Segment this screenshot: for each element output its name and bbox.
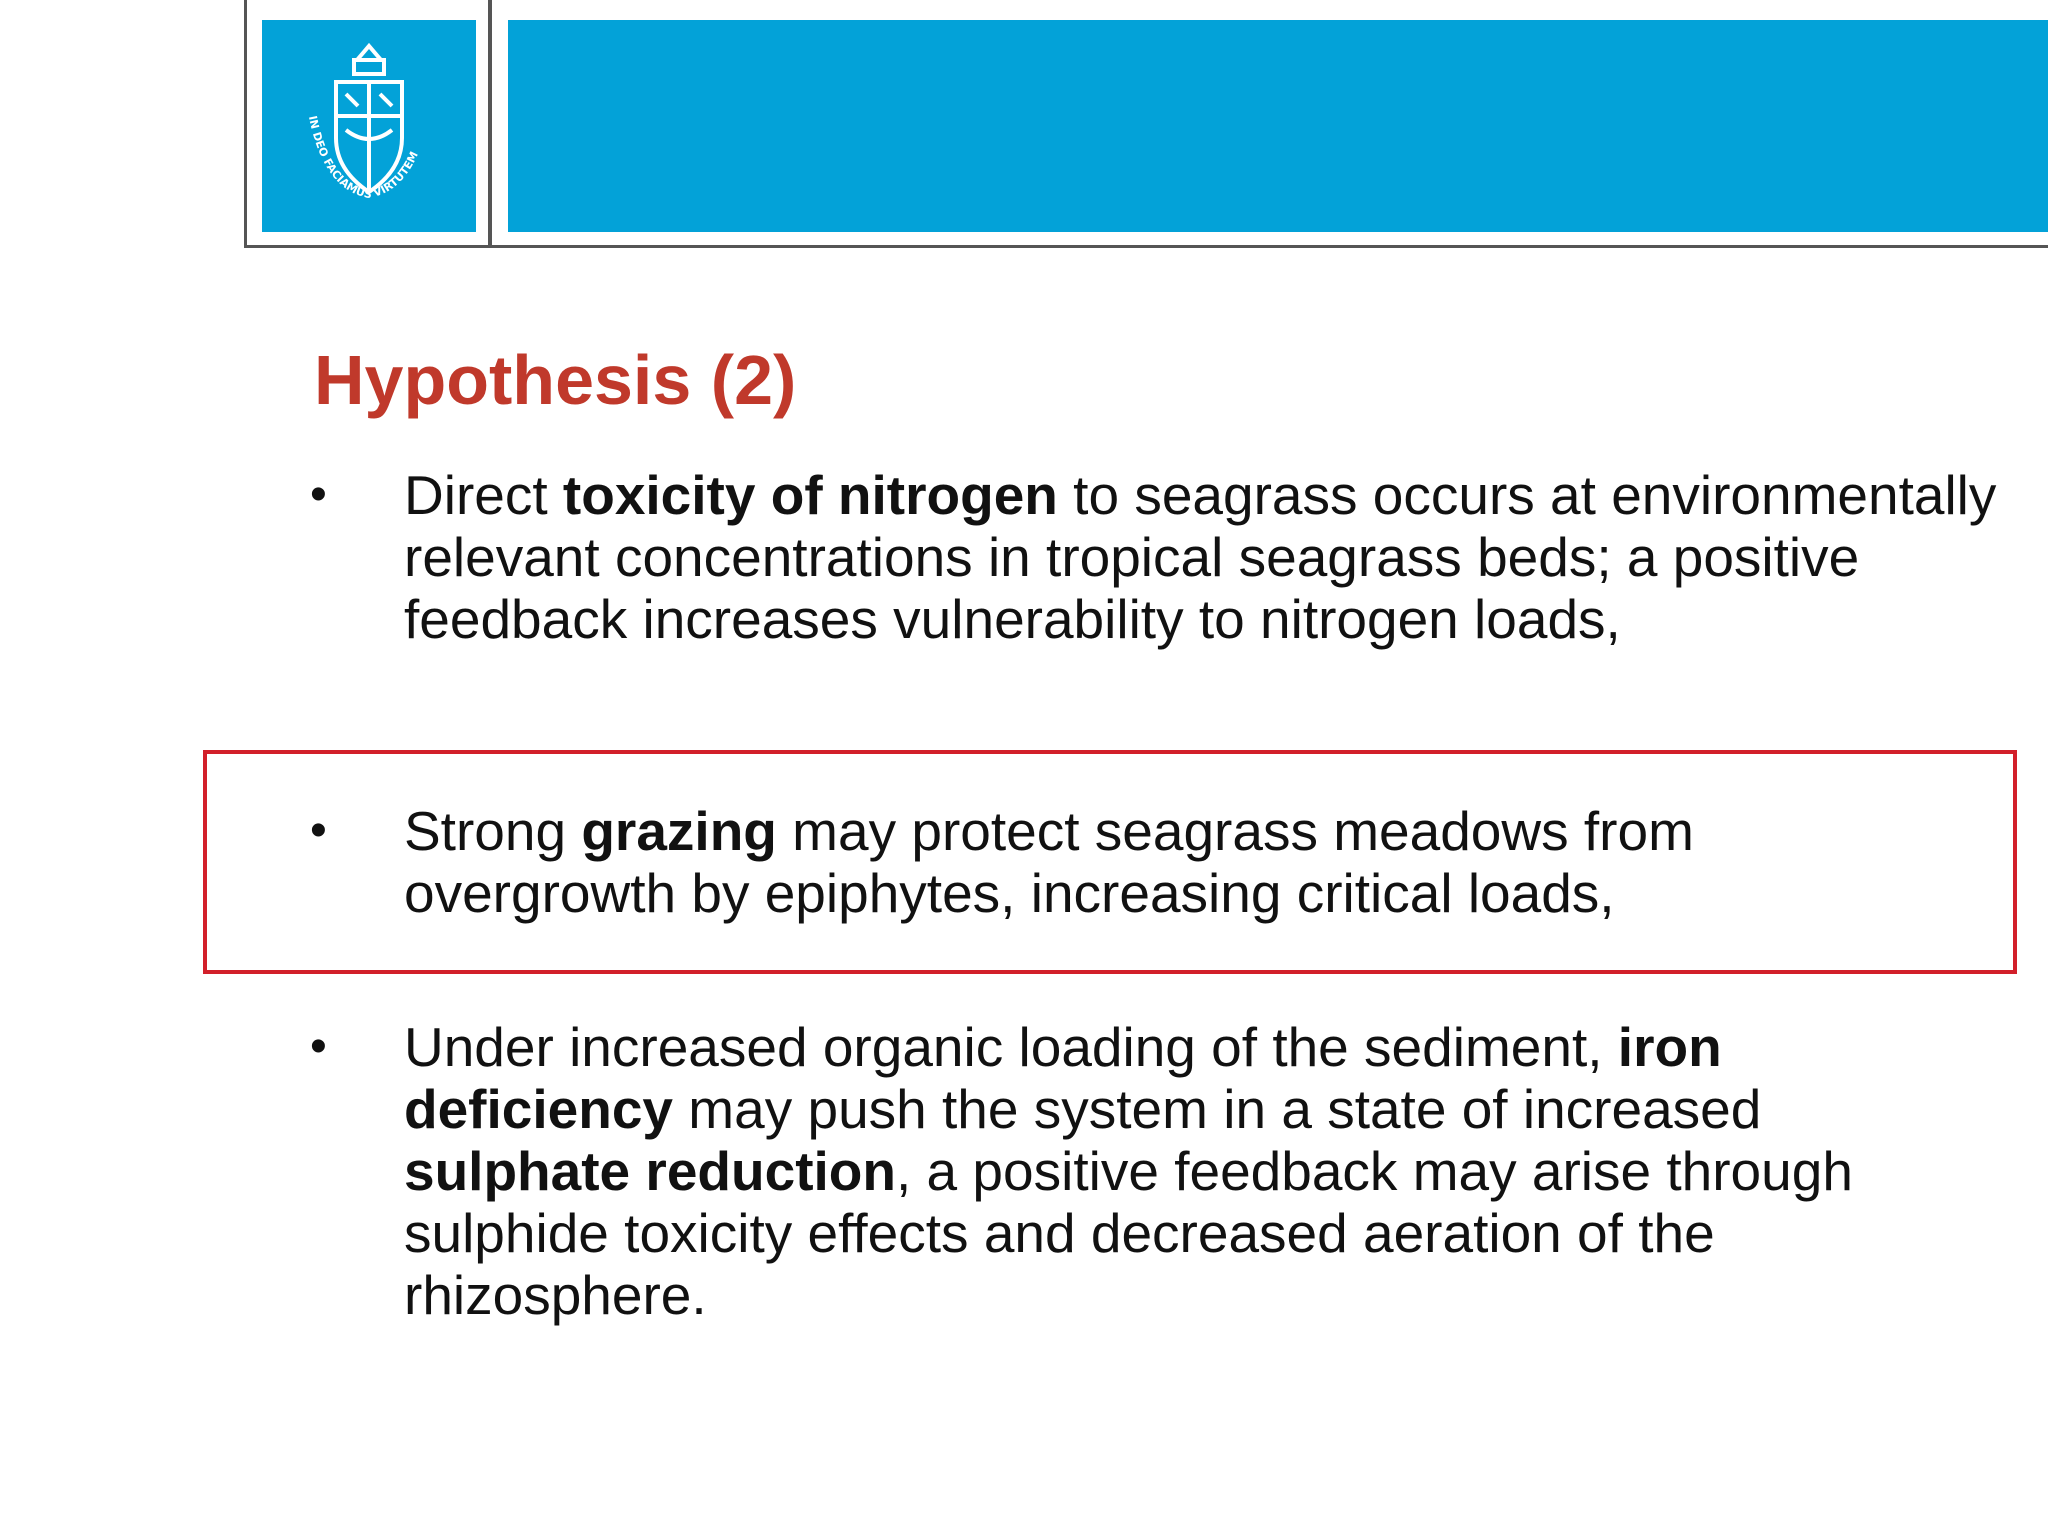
- text-run: Under increased organic loading of the sediment,: [404, 1016, 1618, 1078]
- bullet-icon: •: [310, 804, 327, 857]
- bold-term: grazing: [581, 800, 777, 862]
- text-run: may push the system in a state of increased: [673, 1078, 1762, 1140]
- crest-icon: [262, 20, 476, 232]
- text-run: may protect seagrass meadows from overgrowth by epiphytes, increasing critical loads,: [404, 800, 1694, 924]
- header-banner: [508, 20, 2048, 232]
- bullet-icon: •: [310, 1020, 327, 1073]
- logo-motto: IN DEO FACIAMUS VIRTUTEM: [305, 114, 421, 202]
- text-run: , a positive feedback may arise through sulphide toxicity effects and decreased aeration of the rhizosphere.: [404, 1140, 1853, 1326]
- header-divider: [488, 0, 492, 248]
- bullet-text: [404, 1016, 1944, 1326]
- text-run: Direct: [404, 464, 563, 526]
- bold-term: sulphate reduction: [404, 1140, 896, 1202]
- bullet-text: [404, 800, 1964, 924]
- text-run: Strong: [404, 800, 582, 862]
- university-logo: [262, 20, 476, 232]
- bold-term: iron deficiency: [404, 1016, 1722, 1140]
- bullet-text: [404, 464, 2004, 650]
- slide-title: Hypothesis (2): [314, 341, 797, 419]
- bullet-icon: •: [310, 468, 327, 521]
- text-run: to seagrass occurs at environmentally relevant concentrations in tropical seagrass beds; a positive feedback increases vulnerability to nitrogen loads,: [404, 464, 1997, 650]
- bold-term: toxicity of nitrogen: [562, 464, 1058, 526]
